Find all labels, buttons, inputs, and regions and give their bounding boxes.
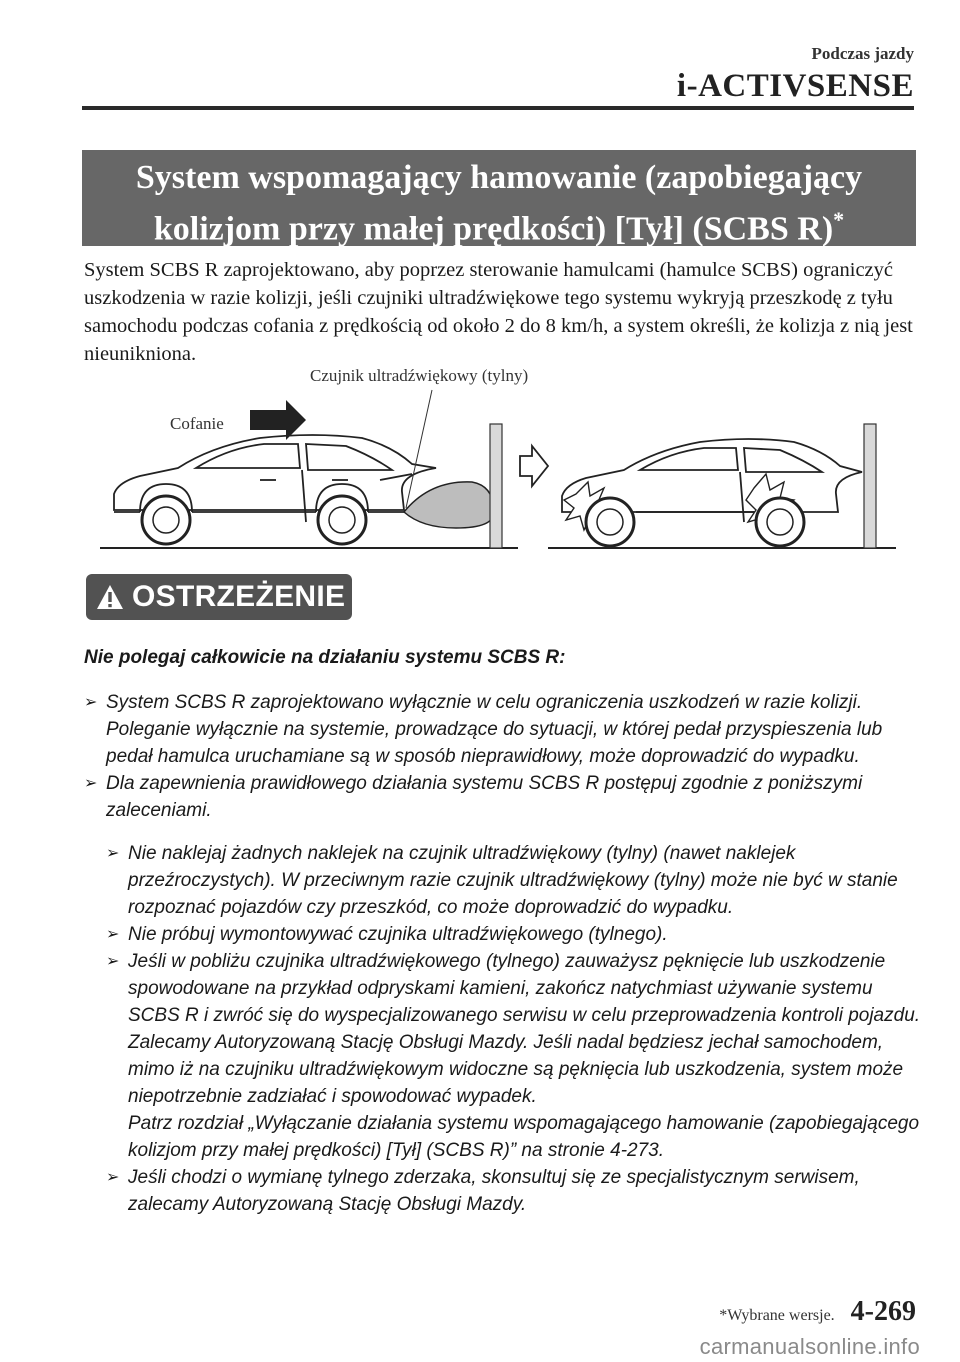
warning-triangle-icon xyxy=(96,584,124,610)
page-reference: Patrz rozdział „Wyłączanie działania systemu wspomagającego hamowanie (zapobiegającego kolizjom przy małej prędkości) [Tył] (SCBS R)” na stronie 4-273. xyxy=(128,1113,920,1161)
warning-banner xyxy=(86,574,352,620)
bullet-arrow-icon: ➢ xyxy=(106,953,120,970)
optional-versions-note: *Wybrane wersje. xyxy=(719,1307,835,1324)
obstacle-pole-right xyxy=(864,424,876,548)
warning-subitem xyxy=(106,840,924,921)
section-title-line2-text: kolizjom przy małej prędkości) [Tył] (SCBS R) xyxy=(153,210,834,248)
page-header xyxy=(677,44,914,105)
sensor-label: Czujnik ultradźwiękowy (tylny) xyxy=(310,366,529,385)
warning-subitem-text: Jeśli chodzi o wymianę tylnego zderzaka, skonsultuj się ze specjalistycznym serwisem, zalecamy Autoryzowaną Stację Obsługi Mazdy. xyxy=(128,1167,860,1215)
obstacle-pole-left xyxy=(490,424,502,548)
transition-arrow xyxy=(520,446,548,486)
warning-item-text: System SCBS R zaprojektowano wyłącznie w celu ograniczenia uszkodzeń w razie kolizji. Poleganie wyłącznie na systemie, prowadzące do sytuacji, w której pedał przyspieszenia lub pedał hamulca uruchamiane są w sposób nieprawidłowy, może doprowadzić do wypadku. xyxy=(106,692,883,767)
bullet-arrow-icon: ➢ xyxy=(106,845,120,862)
warning-subitem-text: Jeśli w pobliżu czujnika ultradźwiękowego (tylnego) zauważysz pęknięcie lub uszkodzenie spowodowane na przykład odpryskami kamieni, zakończ natychmiast używanie systemu SCBS R i zwróć się do wyspecjalizowanego serwisu w celu przeprowadzenia kontroli pojazdu. Zalecamy Autoryzowaną Stację Obsługi Mazdy. Jeśli nadal będziesz jechał samochodem, mimo iż na czujniku ultradźwiękowym widoczne są pęknięcia lub uszkodzenia, system może niepotrzebnie zadziałać i spowodować wypadek. xyxy=(128,951,921,1107)
warning-heading: OSTRZEŻENIE xyxy=(132,580,346,613)
warning-item xyxy=(84,770,924,824)
bullet-arrow-icon: ➢ xyxy=(84,694,98,711)
section-label: i-ACTIVSENSE xyxy=(676,68,914,104)
left-car-front-wheel xyxy=(142,496,190,544)
reverse-direction-arrow xyxy=(250,400,306,440)
bullet-arrow-icon: ➢ xyxy=(106,926,120,943)
header-divider xyxy=(82,106,914,110)
section-title-line2 xyxy=(82,199,916,250)
warning-item-text: Dla zapewnienia prawidłowego działania systemu SCBS R postępuj zgodnie z poniższymi zaleceniami. xyxy=(106,773,863,821)
warning-subitem-text: Nie próbuj wymontowywać czujnika ultradźwiękowego (tylnego). xyxy=(128,924,668,945)
warning-subitem xyxy=(106,1164,924,1218)
car-illustration-svg xyxy=(100,362,900,562)
watermark: carmanualsonline.info xyxy=(699,1334,920,1359)
optional-marker: * xyxy=(833,207,845,232)
chapter-label: Podczas jazdy xyxy=(811,44,914,63)
reverse-label: Cofanie xyxy=(170,414,224,433)
warning-lead: Nie polegaj całkowicie na działaniu systemu SCBS R: xyxy=(84,647,566,668)
sensor-leader-line xyxy=(406,390,432,508)
warning-subitem xyxy=(106,948,924,1110)
warning-item xyxy=(84,689,924,770)
warning-subitem-text: Nie naklejaj żadnych naklejek na czujnik ultradźwiękowy (tylny) (nawet naklejek przeźroczystych). W przeciwnym razie czujnik ultradźwiękowy (tylny) może nie być w stanie rozpoznać pojazdów czy przeszkód, co może doprowadzić do wypadku. xyxy=(128,843,898,918)
right-car-front-wheel xyxy=(586,498,634,546)
bullet-arrow-icon: ➢ xyxy=(84,775,98,792)
warning-content xyxy=(84,644,924,1218)
bullet-arrow-icon: ➢ xyxy=(106,1169,120,1186)
section-title-line1: System wspomagający hamowanie (zapobiegający xyxy=(135,159,863,196)
left-car-rear-wheel xyxy=(318,496,366,544)
page-footer xyxy=(719,1296,916,1328)
scbs-r-illustration xyxy=(100,362,900,562)
right-car-rear-wheel xyxy=(756,498,804,546)
sensor-detection-zone xyxy=(404,482,494,528)
warning-sub-list xyxy=(106,840,924,1218)
page-number: 4-269 xyxy=(850,1296,916,1327)
intro-paragraph: System SCBS R zaprojektowano, aby poprzez sterowanie hamulcami (hamulce SCBS) ograniczyć uszkodzenia w razie kolizji, jeśli czujniki ultradźwiękowe tego systemu wykryją przeszkodę z tyłu samochodu podczas cofania z prędkością od około 2 do 8 km/h, a system określi, że kolizja z nią jest nieunikniona. xyxy=(84,259,913,365)
warning-subitem xyxy=(106,921,924,948)
section-title xyxy=(82,150,916,246)
